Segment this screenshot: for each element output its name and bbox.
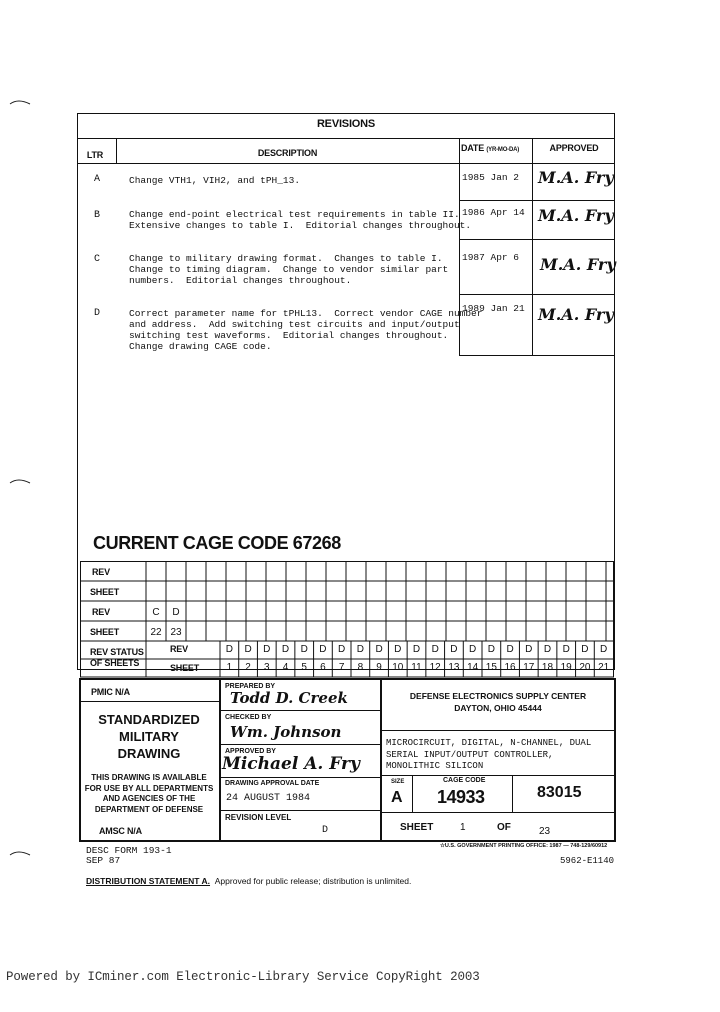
description-header: DESCRIPTION xyxy=(257,148,318,158)
lower-rev-cell: D xyxy=(319,644,327,655)
lower-rev-cell: D xyxy=(394,644,402,655)
rev-date-a: 1985 Jan 2 xyxy=(462,172,520,183)
revision-level: D xyxy=(322,825,329,836)
lower-sheet-cell: 14 xyxy=(467,662,479,673)
lower-rev-cell: D xyxy=(375,644,383,655)
upper-sheet-23: 23 xyxy=(170,627,182,638)
revisions-title: REVISIONS xyxy=(316,118,376,130)
sheet-number: 1 xyxy=(460,822,466,833)
pmic-label: PMIC N/A xyxy=(91,687,130,697)
grid-rev-label-1: REV xyxy=(92,567,110,577)
lower-sheet-cell: 1 xyxy=(226,662,233,673)
grid-sheet-label-1: SHEET xyxy=(90,587,120,597)
lower-sheet-cell: 5 xyxy=(301,662,307,673)
distribution-label: DISTRIBUTION STATEMENT A. xyxy=(86,876,211,886)
grid-sheet-label-2: SHEET xyxy=(90,627,120,637)
lower-sheet-cell: 3 xyxy=(263,662,270,673)
cage-code-value: 14933 xyxy=(437,787,485,807)
rev-approved-c: M.A. Fry xyxy=(540,255,616,274)
approved-by-label: APPROVED BY xyxy=(225,748,276,755)
checked-by-signature: Wm. Johnson xyxy=(230,723,342,741)
grid-sheet-label-3: SHEET xyxy=(170,663,200,673)
lower-rev-cell: D xyxy=(431,644,439,655)
approved-by-signature: Michael A. Fry xyxy=(222,754,360,774)
approval-date-label: DRAWING APPROVAL DATE xyxy=(225,780,320,787)
rev-ltr-b: B xyxy=(94,210,101,221)
rev-ltr-c: C xyxy=(94,254,101,265)
lower-sheet-cell: 2 xyxy=(245,662,251,673)
lower-rev-cell: D xyxy=(244,644,252,655)
checked-by-label: CHECKED BY xyxy=(225,714,272,721)
rev-date-d: 1989 Jan 21 xyxy=(462,303,525,314)
drawing-number: 83015 xyxy=(537,784,582,801)
lower-sheet-cell: 18 xyxy=(541,662,554,673)
prepared-by-signature: Todd D. Creek xyxy=(230,689,348,707)
lower-sheet-cell: 6 xyxy=(320,662,326,673)
lower-rev-cell: D xyxy=(281,644,290,655)
lower-sheet-cell: 20 xyxy=(579,662,591,673)
upper-sheet-22: 22 xyxy=(150,627,162,638)
lower-sheet-cell: 15 xyxy=(485,662,497,673)
rev-approved-a: M.A. Fry xyxy=(538,168,614,187)
lower-rev-cell: D xyxy=(450,644,458,655)
lower-sheet-cell: 13 xyxy=(448,662,460,673)
lower-rev-cell: D xyxy=(600,644,608,655)
size-value: A xyxy=(391,789,403,806)
ltr-header: LTR xyxy=(86,150,104,160)
lower-sheet-cell: 21 xyxy=(598,662,610,673)
lower-rev-cell: D xyxy=(338,644,346,655)
of-label: OF xyxy=(497,822,511,833)
lower-sheet-cell: 19 xyxy=(560,662,572,673)
lower-rev-cell: D xyxy=(469,644,477,655)
fsc-number: 5962-E1140 xyxy=(560,856,615,866)
size-label: SIZE xyxy=(391,779,405,785)
sheet-label: SHEET xyxy=(400,822,434,833)
revision-level-label: REVISION LEVEL xyxy=(225,813,292,822)
lower-rev-cell: D xyxy=(506,644,514,655)
gpo-notice: ☆U.S. GOVERNMENT PRINTING OFFICE: 1987 — 748-129/60912 xyxy=(440,843,608,849)
rev-date-c: 1987 Apr 6 xyxy=(462,252,520,263)
lower-rev-cell: D xyxy=(263,644,271,655)
sheet-total: 23 xyxy=(539,826,551,837)
grid-rev-label-3: REV xyxy=(170,644,188,654)
lower-rev-cell: D xyxy=(562,644,570,655)
rev-approved-d: M.A. Fry xyxy=(538,305,614,324)
upper-rev-c: C xyxy=(152,607,160,618)
rev-desc-a: Change VTH1, VIH2, and tPH_13. xyxy=(129,175,301,186)
rev-date-b: 1986 Apr 14 xyxy=(462,207,525,218)
drawing-title: MICROCIRCUIT, DIGITAL, N-CHANNEL, DUAL SERIAL INPUT/OUTPUT CONTROLLER, MONOLITHIC SILICON xyxy=(386,738,592,771)
powered-by-notice: Powered by ICminer.com Electronic-Library Service CopyRight 2003 xyxy=(6,970,480,984)
lower-sheet-cell: 7 xyxy=(338,662,345,673)
standardized-military-drawing: STANDARDIZED MILITARY DRAWING xyxy=(98,712,200,761)
desc-form-number: DESC FORM 193-1 SEP 87 xyxy=(86,845,172,866)
lower-rev-cell: D xyxy=(300,644,308,655)
availability-statement: THIS DRAWING IS AVAILABLE FOR USE BY ALL DEPARTMENTS AND AGENCIES OF THE DEPARTMENT OF DEFENSE xyxy=(84,773,214,814)
grid-rev-label-2: REV xyxy=(92,607,110,617)
rev-ltr-d: D xyxy=(94,308,101,319)
rev-ltr-a: A xyxy=(94,174,101,185)
lower-rev-cell: D xyxy=(487,644,495,655)
rev-status-of-sheets: REV STATUS OF SHEETS xyxy=(90,647,144,668)
amsc-label: AMSC N/A xyxy=(99,826,142,836)
lower-sheet-cell: 11 xyxy=(411,662,422,673)
lower-sheet-cell: 12 xyxy=(429,662,441,673)
rev-approved-b: M.A. Fry xyxy=(538,206,614,225)
lower-rev-cell: D xyxy=(581,644,589,655)
lower-rev-cell: D xyxy=(225,644,233,655)
lower-sheet-cell: 9 xyxy=(376,662,382,673)
lower-sheet-cell: 16 xyxy=(504,662,516,673)
lower-rev-cell: D xyxy=(543,644,552,655)
distribution-text: Approved for public release; distribution is unlimited. xyxy=(214,876,412,886)
agency-name: DEFENSE ELECTRONICS SUPPLY CENTER DAYTON, OHIO 45444 xyxy=(409,691,587,713)
lower-sheet-cell: 4 xyxy=(282,662,289,673)
cage-code-label: CAGE CODE xyxy=(443,777,486,784)
lower-rev-cell: D xyxy=(412,644,421,655)
lower-rev-cell: D xyxy=(356,644,364,655)
lower-sheet-cell: 10 xyxy=(392,662,404,673)
lower-sheet-cell: 17 xyxy=(523,662,535,673)
rev-desc-c: Change to military drawing format. Changes to table I. Change to timing diagram. Change to vendor similar part numbers. Editorial changes throughout. xyxy=(129,253,449,286)
approved-header: APPROVED xyxy=(549,143,599,153)
date-header: DATE (YR-MO-DA) xyxy=(461,143,520,153)
upper-rev-d: D xyxy=(172,607,180,618)
approval-date: 24 AUGUST 1984 xyxy=(226,793,311,804)
rev-desc-d: Correct parameter name for tPHL13. Correct vendor CAGE number and address. Add switching test circuits and input/output switching test waveforms. Editorial changes throughout. Change drawing CAGE code. xyxy=(129,308,483,352)
current-cage-code: CURRENT CAGE CODE 67268 xyxy=(93,533,341,553)
lower-sheet-cell: 8 xyxy=(357,662,364,673)
prepared-by-label: PREPARED BY xyxy=(225,683,276,690)
rev-desc-b: Change end-point electrical test requirements in table II. Extensive changes to table I. Editorial changes throughout. xyxy=(129,209,472,231)
lower-rev-cell: D xyxy=(525,644,533,655)
